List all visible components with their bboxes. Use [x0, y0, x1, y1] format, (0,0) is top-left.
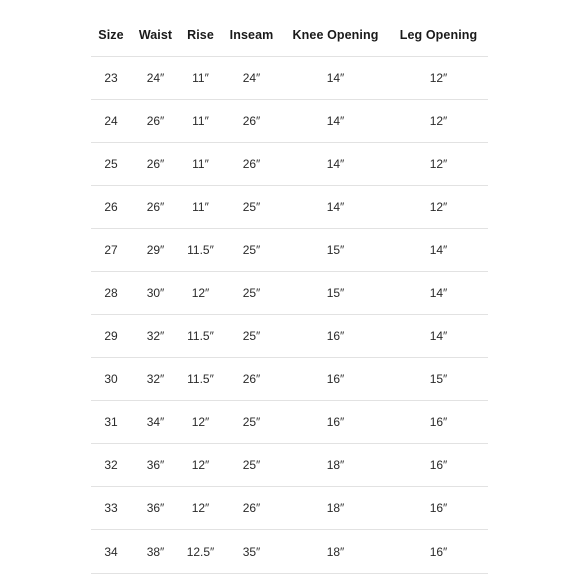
- cell-leg-opening: 16″: [389, 530, 488, 574]
- cell-rise: 11″: [180, 143, 221, 186]
- cell-knee-opening: 14″: [282, 186, 389, 229]
- cell-inseam: 25″: [221, 401, 282, 444]
- table-row: [91, 358, 488, 401]
- cell-size: 34: [91, 530, 131, 574]
- cell-leg-opening: 14″: [389, 272, 488, 315]
- cell-waist: 36″: [131, 444, 180, 487]
- cell-knee-opening: 18″: [282, 444, 389, 487]
- table-row: [91, 100, 488, 143]
- header-knee-opening: Knee Opening: [282, 14, 389, 57]
- cell-size: 33: [91, 487, 131, 530]
- cell-inseam: 26″: [221, 143, 282, 186]
- cell-waist: 26″: [131, 100, 180, 143]
- cell-inseam: 25″: [221, 315, 282, 358]
- size-chart-container: [91, 14, 488, 574]
- cell-inseam: 24″: [221, 57, 282, 100]
- cell-inseam: 25″: [221, 444, 282, 487]
- header-rise: Rise: [180, 14, 221, 57]
- cell-knee-opening: 14″: [282, 143, 389, 186]
- cell-knee-opening: 18″: [282, 530, 389, 574]
- header-waist: Waist: [131, 14, 180, 57]
- cell-knee-opening: 18″: [282, 487, 389, 530]
- cell-leg-opening: 14″: [389, 315, 488, 358]
- table-row: [91, 401, 488, 444]
- cell-inseam: 35″: [221, 530, 282, 574]
- cell-knee-opening: 14″: [282, 57, 389, 100]
- table-row: [91, 229, 488, 272]
- header-leg-opening: Leg Opening: [389, 14, 488, 57]
- table-row: [91, 315, 488, 358]
- cell-rise: 12.5″: [180, 530, 221, 574]
- cell-leg-opening: 16″: [389, 401, 488, 444]
- size-chart-table: [91, 14, 488, 574]
- cell-inseam: 25″: [221, 272, 282, 315]
- table-row: [91, 444, 488, 487]
- cell-waist: 29″: [131, 229, 180, 272]
- cell-rise: 11.5″: [180, 229, 221, 272]
- cell-knee-opening: 16″: [282, 358, 389, 401]
- cell-rise: 11″: [180, 186, 221, 229]
- cell-leg-opening: 15″: [389, 358, 488, 401]
- header-inseam: Inseam: [221, 14, 282, 57]
- table-row: [91, 530, 488, 574]
- cell-waist: 26″: [131, 143, 180, 186]
- cell-rise: 12″: [180, 444, 221, 487]
- cell-waist: 32″: [131, 358, 180, 401]
- cell-size: 25: [91, 143, 131, 186]
- cell-rise: 11″: [180, 100, 221, 143]
- cell-waist: 26″: [131, 186, 180, 229]
- cell-knee-opening: 16″: [282, 401, 389, 444]
- table-row: [91, 487, 488, 530]
- cell-knee-opening: 15″: [282, 229, 389, 272]
- table-row: [91, 186, 488, 229]
- cell-size: 30: [91, 358, 131, 401]
- table-body: [91, 57, 488, 574]
- cell-leg-opening: 12″: [389, 143, 488, 186]
- cell-size: 24: [91, 100, 131, 143]
- cell-inseam: 26″: [221, 100, 282, 143]
- cell-waist: 30″: [131, 272, 180, 315]
- cell-waist: 38″: [131, 530, 180, 574]
- table-header-row: [91, 14, 488, 57]
- cell-size: 23: [91, 57, 131, 100]
- cell-rise: 11.5″: [180, 315, 221, 358]
- cell-inseam: 25″: [221, 186, 282, 229]
- cell-size: 31: [91, 401, 131, 444]
- cell-knee-opening: 15″: [282, 272, 389, 315]
- cell-waist: 24″: [131, 57, 180, 100]
- cell-leg-opening: 16″: [389, 487, 488, 530]
- cell-size: 26: [91, 186, 131, 229]
- cell-size: 27: [91, 229, 131, 272]
- table-row: [91, 57, 488, 100]
- cell-size: 32: [91, 444, 131, 487]
- cell-leg-opening: 12″: [389, 186, 488, 229]
- cell-inseam: 25″: [221, 229, 282, 272]
- cell-knee-opening: 16″: [282, 315, 389, 358]
- cell-rise: 11″: [180, 57, 221, 100]
- cell-rise: 11.5″: [180, 358, 221, 401]
- cell-size: 29: [91, 315, 131, 358]
- table-row: [91, 143, 488, 186]
- header-size: Size: [91, 14, 131, 57]
- cell-waist: 36″: [131, 487, 180, 530]
- cell-leg-opening: 12″: [389, 100, 488, 143]
- table-row: [91, 272, 488, 315]
- cell-waist: 34″: [131, 401, 180, 444]
- cell-leg-opening: 12″: [389, 57, 488, 100]
- cell-leg-opening: 14″: [389, 229, 488, 272]
- cell-size: 28: [91, 272, 131, 315]
- cell-rise: 12″: [180, 401, 221, 444]
- cell-waist: 32″: [131, 315, 180, 358]
- cell-inseam: 26″: [221, 358, 282, 401]
- cell-rise: 12″: [180, 487, 221, 530]
- cell-inseam: 26″: [221, 487, 282, 530]
- cell-leg-opening: 16″: [389, 444, 488, 487]
- cell-rise: 12″: [180, 272, 221, 315]
- cell-knee-opening: 14″: [282, 100, 389, 143]
